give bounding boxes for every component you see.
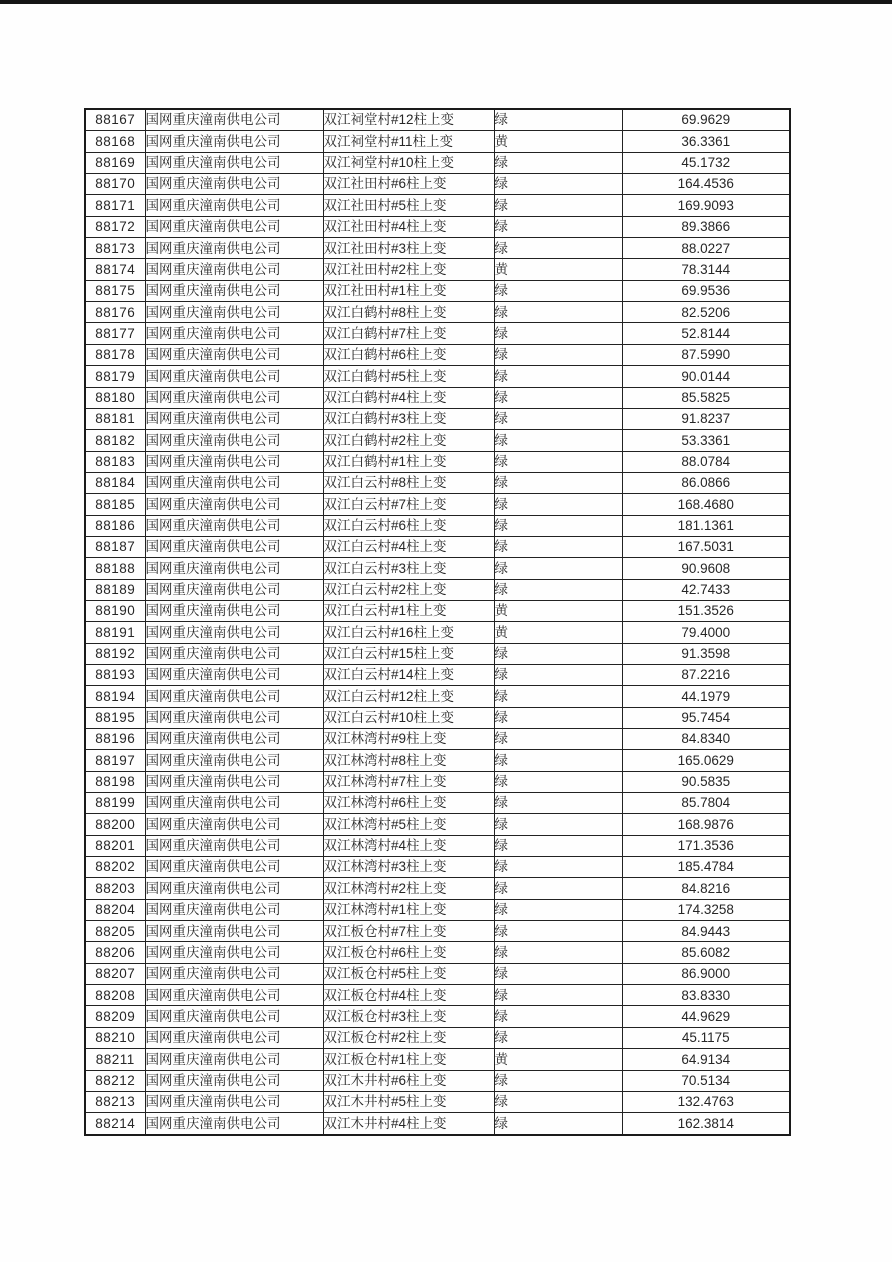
cell-company[interactable]: 国网重庆潼南供电公司 xyxy=(145,686,323,707)
cell-company[interactable]: 国网重庆潼南供电公司 xyxy=(145,259,323,280)
cell-device-name[interactable]: 双江白云村#12柱上变 xyxy=(323,686,494,707)
cell-value[interactable]: 181.1361 xyxy=(622,515,790,536)
table-row xyxy=(85,664,790,685)
cell-status-color[interactable]: 黄 xyxy=(494,600,622,621)
cell-value[interactable]: 132.4763 xyxy=(622,1091,790,1112)
table-row xyxy=(85,387,790,408)
cell-device-name[interactable]: 双江木井村#6柱上变 xyxy=(323,1070,494,1091)
cell-row-id[interactable]: 88202 xyxy=(85,857,145,878)
cell-status-color[interactable]: 绿 xyxy=(494,1091,622,1112)
cell-row-id[interactable]: 88192 xyxy=(85,643,145,664)
table-row xyxy=(85,174,790,195)
cell-device-name[interactable]: 双江社田村#5柱上变 xyxy=(323,195,494,216)
table-row xyxy=(85,323,790,344)
cell-company[interactable]: 国网重庆潼南供电公司 xyxy=(145,387,323,408)
table-row xyxy=(85,857,790,878)
cell-value[interactable]: 89.3866 xyxy=(622,216,790,237)
cell-value[interactable]: 90.9608 xyxy=(622,558,790,579)
cell-value[interactable]: 162.3814 xyxy=(622,1113,790,1135)
cell-device-name[interactable]: 双江社田村#2柱上变 xyxy=(323,259,494,280)
table-row xyxy=(85,430,790,451)
cell-status-color[interactable]: 绿 xyxy=(494,494,622,515)
cell-device-name[interactable]: 双江白云村#6柱上变 xyxy=(323,515,494,536)
cell-value[interactable]: 42.7433 xyxy=(622,579,790,600)
cell-status-color[interactable]: 绿 xyxy=(494,344,622,365)
cell-status-color[interactable]: 黄 xyxy=(494,1049,622,1070)
cell-row-id[interactable]: 88200 xyxy=(85,814,145,835)
table-row xyxy=(85,109,790,131)
table-row xyxy=(85,643,790,664)
cell-company[interactable]: 国网重庆潼南供电公司 xyxy=(145,494,323,515)
cell-device-name[interactable]: 双江木井村#5柱上变 xyxy=(323,1091,494,1112)
cell-company[interactable]: 国网重庆潼南供电公司 xyxy=(145,707,323,728)
cell-value[interactable]: 83.8330 xyxy=(622,985,790,1006)
cell-value[interactable]: 84.9443 xyxy=(622,921,790,942)
cell-status-color[interactable]: 绿 xyxy=(494,942,622,963)
table-row xyxy=(85,750,790,771)
cell-company[interactable]: 国网重庆潼南供电公司 xyxy=(145,921,323,942)
cell-value[interactable]: 90.5835 xyxy=(622,771,790,792)
table-row xyxy=(85,1113,790,1135)
table-row xyxy=(85,366,790,387)
cell-status-color[interactable]: 绿 xyxy=(494,686,622,707)
cell-status-color[interactable]: 绿 xyxy=(494,109,622,131)
cell-row-id[interactable]: 88182 xyxy=(85,430,145,451)
cell-row-id[interactable]: 88204 xyxy=(85,899,145,920)
cell-company[interactable]: 国网重庆潼南供电公司 xyxy=(145,942,323,963)
table-row xyxy=(85,216,790,237)
cell-value[interactable]: 82.5206 xyxy=(622,302,790,323)
cell-company[interactable]: 国网重庆潼南供电公司 xyxy=(145,878,323,899)
cell-status-color[interactable]: 绿 xyxy=(494,451,622,472)
cell-status-color[interactable]: 绿 xyxy=(494,985,622,1006)
cell-row-id[interactable]: 88196 xyxy=(85,729,145,750)
cell-company[interactable]: 国网重庆潼南供电公司 xyxy=(145,558,323,579)
table-row xyxy=(85,921,790,942)
table-row xyxy=(85,686,790,707)
cell-company[interactable]: 国网重庆潼南供电公司 xyxy=(145,536,323,557)
table-row xyxy=(85,280,790,301)
cell-device-name[interactable]: 双江板仓村#7柱上变 xyxy=(323,921,494,942)
cell-device-name[interactable]: 双江板仓村#1柱上变 xyxy=(323,1049,494,1070)
table-row xyxy=(85,814,790,835)
cell-row-id[interactable]: 88213 xyxy=(85,1091,145,1112)
cell-status-color[interactable]: 绿 xyxy=(494,750,622,771)
cell-row-id[interactable]: 88179 xyxy=(85,366,145,387)
cell-row-id[interactable]: 88201 xyxy=(85,835,145,856)
cell-status-color[interactable]: 绿 xyxy=(494,579,622,600)
cell-company[interactable]: 国网重庆潼南供电公司 xyxy=(145,109,323,131)
cell-device-name[interactable]: 双江林湾村#5柱上变 xyxy=(323,814,494,835)
table-row xyxy=(85,259,790,280)
cell-row-id[interactable]: 88206 xyxy=(85,942,145,963)
table-row xyxy=(85,536,790,557)
cell-status-color[interactable]: 绿 xyxy=(494,216,622,237)
table-row xyxy=(85,344,790,365)
cell-row-id[interactable]: 88188 xyxy=(85,558,145,579)
cell-status-color[interactable]: 绿 xyxy=(494,280,622,301)
cell-device-name[interactable]: 双江社田村#6柱上变 xyxy=(323,174,494,195)
cell-row-id[interactable]: 88195 xyxy=(85,707,145,728)
cell-value[interactable]: 45.1732 xyxy=(622,152,790,173)
cell-company[interactable]: 国网重庆潼南供电公司 xyxy=(145,174,323,195)
cell-company[interactable]: 国网重庆潼南供电公司 xyxy=(145,622,323,643)
cell-value[interactable]: 69.9536 xyxy=(622,280,790,301)
cell-company[interactable]: 国网重庆潼南供电公司 xyxy=(145,472,323,493)
cell-company[interactable]: 国网重庆潼南供电公司 xyxy=(145,793,323,814)
table-row xyxy=(85,600,790,621)
cell-company[interactable]: 国网重庆潼南供电公司 xyxy=(145,430,323,451)
cell-device-name[interactable]: 双江林湾村#6柱上变 xyxy=(323,793,494,814)
table-row xyxy=(85,451,790,472)
cell-status-color[interactable]: 绿 xyxy=(494,472,622,493)
cell-status-color[interactable]: 黄 xyxy=(494,622,622,643)
cell-row-id[interactable]: 88210 xyxy=(85,1027,145,1048)
table-row xyxy=(85,579,790,600)
cell-row-id[interactable]: 88198 xyxy=(85,771,145,792)
cell-row-id[interactable]: 88172 xyxy=(85,216,145,237)
cell-row-id[interactable]: 88207 xyxy=(85,963,145,984)
cell-device-name[interactable]: 双江社田村#4柱上变 xyxy=(323,216,494,237)
cell-value[interactable]: 90.0144 xyxy=(622,366,790,387)
table-row xyxy=(85,195,790,216)
cell-company[interactable]: 国网重庆潼南供电公司 xyxy=(145,451,323,472)
cell-company[interactable]: 国网重庆潼南供电公司 xyxy=(145,408,323,429)
cell-company[interactable]: 国网重庆潼南供电公司 xyxy=(145,963,323,984)
cell-status-color[interactable]: 绿 xyxy=(494,664,622,685)
cell-value[interactable]: 84.8216 xyxy=(622,878,790,899)
cell-device-name[interactable]: 双江板仓村#3柱上变 xyxy=(323,1006,494,1027)
cell-value[interactable]: 53.3361 xyxy=(622,430,790,451)
cell-row-id[interactable]: 88194 xyxy=(85,686,145,707)
cell-company[interactable]: 国网重庆潼南供电公司 xyxy=(145,323,323,344)
table-row xyxy=(85,771,790,792)
cell-status-color[interactable]: 绿 xyxy=(494,707,622,728)
cell-value[interactable]: 167.5031 xyxy=(622,536,790,557)
cell-device-name[interactable]: 双江白鹤村#6柱上变 xyxy=(323,344,494,365)
cell-status-color[interactable]: 绿 xyxy=(494,387,622,408)
cell-device-name[interactable]: 双江林湾村#2柱上变 xyxy=(323,878,494,899)
table-row xyxy=(85,707,790,728)
cell-status-color[interactable]: 绿 xyxy=(494,729,622,750)
cell-row-id[interactable]: 88175 xyxy=(85,280,145,301)
cell-company[interactable]: 国网重庆潼南供电公司 xyxy=(145,729,323,750)
cell-status-color[interactable]: 绿 xyxy=(494,536,622,557)
cell-value[interactable]: 69.9629 xyxy=(622,109,790,131)
cell-value[interactable]: 88.0227 xyxy=(622,238,790,259)
cell-value[interactable]: 78.3144 xyxy=(622,259,790,280)
cell-device-name[interactable]: 双江木井村#4柱上变 xyxy=(323,1113,494,1135)
cell-device-name[interactable]: 双江林湾村#9柱上变 xyxy=(323,729,494,750)
cell-row-id[interactable]: 88170 xyxy=(85,174,145,195)
cell-company[interactable]: 国网重庆潼南供电公司 xyxy=(145,899,323,920)
cell-company[interactable]: 国网重庆潼南供电公司 xyxy=(145,814,323,835)
cell-value[interactable]: 171.3536 xyxy=(622,835,790,856)
cell-device-name[interactable]: 双江白云村#3柱上变 xyxy=(323,558,494,579)
table-row xyxy=(85,558,790,579)
table-row xyxy=(85,515,790,536)
table-row xyxy=(85,835,790,856)
cell-company[interactable]: 国网重庆潼南供电公司 xyxy=(145,1027,323,1048)
cell-row-id[interactable]: 88169 xyxy=(85,152,145,173)
cell-row-id[interactable]: 88184 xyxy=(85,472,145,493)
cell-company[interactable]: 国网重庆潼南供电公司 xyxy=(145,344,323,365)
cell-status-color[interactable]: 绿 xyxy=(494,1027,622,1048)
cell-device-name[interactable]: 双江白云村#16柱上变 xyxy=(323,622,494,643)
cell-status-color[interactable]: 黄 xyxy=(494,259,622,280)
cell-company[interactable]: 国网重庆潼南供电公司 xyxy=(145,1070,323,1091)
cell-device-name[interactable]: 双江板仓村#4柱上变 xyxy=(323,985,494,1006)
table-row xyxy=(85,1049,790,1070)
cell-row-id[interactable]: 88190 xyxy=(85,600,145,621)
cell-status-color[interactable]: 绿 xyxy=(494,366,622,387)
cell-value[interactable]: 44.9629 xyxy=(622,1006,790,1027)
cell-row-id[interactable]: 88183 xyxy=(85,451,145,472)
cell-value[interactable]: 165.0629 xyxy=(622,750,790,771)
cell-row-id[interactable]: 88199 xyxy=(85,793,145,814)
cell-value[interactable]: 174.3258 xyxy=(622,899,790,920)
cell-row-id[interactable]: 88214 xyxy=(85,1113,145,1135)
cell-device-name[interactable]: 双江白云村#1柱上变 xyxy=(323,600,494,621)
cell-status-color[interactable]: 绿 xyxy=(494,899,622,920)
cell-company[interactable]: 国网重庆潼南供电公司 xyxy=(145,366,323,387)
table-row xyxy=(85,302,790,323)
cell-company[interactable]: 国网重庆潼南供电公司 xyxy=(145,280,323,301)
cell-status-color[interactable]: 绿 xyxy=(494,963,622,984)
cell-value[interactable]: 64.9134 xyxy=(622,1049,790,1070)
cell-row-id[interactable]: 88191 xyxy=(85,622,145,643)
cell-row-id[interactable]: 88180 xyxy=(85,387,145,408)
cell-device-name[interactable]: 双江板仓村#5柱上变 xyxy=(323,963,494,984)
cell-status-color[interactable]: 绿 xyxy=(494,174,622,195)
cell-row-id[interactable]: 88181 xyxy=(85,408,145,429)
cell-row-id[interactable]: 88189 xyxy=(85,579,145,600)
cell-row-id[interactable]: 88209 xyxy=(85,1006,145,1027)
cell-value[interactable]: 168.9876 xyxy=(622,814,790,835)
table-row xyxy=(85,729,790,750)
cell-value[interactable]: 86.9000 xyxy=(622,963,790,984)
table-row xyxy=(85,1006,790,1027)
cell-status-color[interactable]: 绿 xyxy=(494,771,622,792)
cell-device-name[interactable]: 双江林湾村#3柱上变 xyxy=(323,857,494,878)
cell-device-name[interactable]: 双江白云村#2柱上变 xyxy=(323,579,494,600)
cell-value[interactable]: 91.3598 xyxy=(622,643,790,664)
cell-device-name[interactable]: 双江林湾村#4柱上变 xyxy=(323,835,494,856)
cell-row-id[interactable]: 88177 xyxy=(85,323,145,344)
cell-device-name[interactable]: 双江白云村#8柱上变 xyxy=(323,472,494,493)
table-row xyxy=(85,942,790,963)
cell-value[interactable]: 88.0784 xyxy=(622,451,790,472)
cell-status-color[interactable]: 绿 xyxy=(494,1070,622,1091)
cell-company[interactable]: 国网重庆潼南供电公司 xyxy=(145,600,323,621)
cell-row-id[interactable]: 88203 xyxy=(85,878,145,899)
cell-value[interactable]: 79.4000 xyxy=(622,622,790,643)
cell-row-id[interactable]: 88212 xyxy=(85,1070,145,1091)
cell-device-name[interactable]: 双江祠堂村#10柱上变 xyxy=(323,152,494,173)
cell-device-name[interactable]: 双江社田村#3柱上变 xyxy=(323,238,494,259)
cell-row-id[interactable]: 88178 xyxy=(85,344,145,365)
table-row xyxy=(85,793,790,814)
cell-row-id[interactable]: 88197 xyxy=(85,750,145,771)
cell-device-name[interactable]: 双江白鹤村#1柱上变 xyxy=(323,451,494,472)
cell-status-color[interactable]: 绿 xyxy=(494,793,622,814)
cell-device-name[interactable]: 双江白鹤村#7柱上变 xyxy=(323,323,494,344)
cell-value[interactable]: 185.4784 xyxy=(622,857,790,878)
table-row xyxy=(85,1027,790,1048)
cell-status-color[interactable]: 绿 xyxy=(494,408,622,429)
cell-value[interactable]: 52.8144 xyxy=(622,323,790,344)
table-row xyxy=(85,622,790,643)
cell-device-name[interactable]: 双江白云村#10柱上变 xyxy=(323,707,494,728)
cell-status-color[interactable]: 绿 xyxy=(494,1113,622,1135)
cell-value[interactable]: 45.1175 xyxy=(622,1027,790,1048)
cell-device-name[interactable]: 双江板仓村#2柱上变 xyxy=(323,1027,494,1048)
cell-value[interactable]: 168.4680 xyxy=(622,494,790,515)
cell-status-color[interactable]: 绿 xyxy=(494,195,622,216)
cell-device-name[interactable]: 双江白云村#4柱上变 xyxy=(323,536,494,557)
cell-row-id[interactable]: 88174 xyxy=(85,259,145,280)
top-edge-bar xyxy=(0,0,892,4)
table-row xyxy=(85,131,790,152)
table-row xyxy=(85,238,790,259)
cell-value[interactable]: 164.4536 xyxy=(622,174,790,195)
cell-value[interactable]: 95.7454 xyxy=(622,707,790,728)
cell-device-name[interactable]: 双江林湾村#1柱上变 xyxy=(323,899,494,920)
cell-status-color[interactable]: 黄 xyxy=(494,131,622,152)
cell-company[interactable]: 国网重庆潼南供电公司 xyxy=(145,771,323,792)
cell-value[interactable]: 85.6082 xyxy=(622,942,790,963)
cell-row-id[interactable]: 88205 xyxy=(85,921,145,942)
table-row xyxy=(85,408,790,429)
cell-status-color[interactable]: 绿 xyxy=(494,152,622,173)
cell-device-name[interactable]: 双江林湾村#7柱上变 xyxy=(323,771,494,792)
cell-company[interactable]: 国网重庆潼南供电公司 xyxy=(145,750,323,771)
cell-company[interactable]: 国网重庆潼南供电公司 xyxy=(145,131,323,152)
cell-row-id[interactable]: 88186 xyxy=(85,515,145,536)
cell-device-name[interactable]: 双江白鹤村#5柱上变 xyxy=(323,366,494,387)
cell-status-color[interactable]: 绿 xyxy=(494,835,622,856)
table-row xyxy=(85,152,790,173)
cell-value[interactable]: 85.7804 xyxy=(622,793,790,814)
cell-value[interactable]: 151.3526 xyxy=(622,600,790,621)
cell-company[interactable]: 国网重庆潼南供电公司 xyxy=(145,1113,323,1135)
cell-company[interactable]: 国网重庆潼南供电公司 xyxy=(145,643,323,664)
cell-value[interactable]: 87.5990 xyxy=(622,344,790,365)
cell-status-color[interactable]: 绿 xyxy=(494,643,622,664)
cell-company[interactable]: 国网重庆潼南供电公司 xyxy=(145,216,323,237)
cell-value[interactable]: 44.1979 xyxy=(622,686,790,707)
cell-value[interactable]: 91.8237 xyxy=(622,408,790,429)
cell-company[interactable]: 国网重庆潼南供电公司 xyxy=(145,1049,323,1070)
cell-value[interactable]: 85.5825 xyxy=(622,387,790,408)
cell-company[interactable]: 国网重庆潼南供电公司 xyxy=(145,515,323,536)
table-row xyxy=(85,963,790,984)
cell-status-color[interactable]: 绿 xyxy=(494,430,622,451)
cell-company[interactable]: 国网重庆潼南供电公司 xyxy=(145,835,323,856)
cell-row-id[interactable]: 88171 xyxy=(85,195,145,216)
cell-company[interactable]: 国网重庆潼南供电公司 xyxy=(145,579,323,600)
cell-company[interactable]: 国网重庆潼南供电公司 xyxy=(145,985,323,1006)
cell-device-name[interactable]: 双江板仓村#6柱上变 xyxy=(323,942,494,963)
cell-status-color[interactable]: 绿 xyxy=(494,814,622,835)
cell-value[interactable]: 86.0866 xyxy=(622,472,790,493)
cell-company[interactable]: 国网重庆潼南供电公司 xyxy=(145,152,323,173)
cell-device-name[interactable]: 双江白鹤村#3柱上变 xyxy=(323,408,494,429)
cell-value[interactable]: 84.8340 xyxy=(622,729,790,750)
cell-status-color[interactable]: 绿 xyxy=(494,302,622,323)
cell-row-id[interactable]: 88168 xyxy=(85,131,145,152)
cell-status-color[interactable]: 绿 xyxy=(494,238,622,259)
cell-device-name[interactable]: 双江白云村#14柱上变 xyxy=(323,664,494,685)
cell-company[interactable]: 国网重庆潼南供电公司 xyxy=(145,195,323,216)
cell-company[interactable]: 国网重庆潼南供电公司 xyxy=(145,1006,323,1027)
table-row xyxy=(85,472,790,493)
cell-company[interactable]: 国网重庆潼南供电公司 xyxy=(145,238,323,259)
cell-value[interactable]: 36.3361 xyxy=(622,131,790,152)
cell-row-id[interactable]: 88208 xyxy=(85,985,145,1006)
cell-row-id[interactable]: 88167 xyxy=(85,109,145,131)
cell-device-name[interactable]: 双江祠堂村#11柱上变 xyxy=(323,131,494,152)
cell-device-name[interactable]: 双江白云村#7柱上变 xyxy=(323,494,494,515)
cell-status-color[interactable]: 绿 xyxy=(494,921,622,942)
cell-value[interactable]: 169.9093 xyxy=(622,195,790,216)
cell-status-color[interactable]: 绿 xyxy=(494,878,622,899)
table-body xyxy=(85,109,790,1135)
cell-company[interactable]: 国网重庆潼南供电公司 xyxy=(145,664,323,685)
cell-value[interactable]: 87.2216 xyxy=(622,664,790,685)
cell-device-name[interactable]: 双江白鹤村#4柱上变 xyxy=(323,387,494,408)
cell-device-name[interactable]: 双江白云村#15柱上变 xyxy=(323,643,494,664)
cell-status-color[interactable]: 绿 xyxy=(494,1006,622,1027)
data-table xyxy=(84,108,791,1136)
cell-row-id[interactable]: 88193 xyxy=(85,664,145,685)
cell-row-id[interactable]: 88211 xyxy=(85,1049,145,1070)
table-row xyxy=(85,899,790,920)
cell-device-name[interactable]: 双江白鹤村#8柱上变 xyxy=(323,302,494,323)
cell-status-color[interactable]: 绿 xyxy=(494,857,622,878)
table-row xyxy=(85,494,790,515)
cell-status-color[interactable]: 绿 xyxy=(494,515,622,536)
cell-device-name[interactable]: 双江林湾村#8柱上变 xyxy=(323,750,494,771)
cell-company[interactable]: 国网重庆潼南供电公司 xyxy=(145,1091,323,1112)
table-row xyxy=(85,1070,790,1091)
cell-value[interactable]: 70.5134 xyxy=(622,1070,790,1091)
cell-company[interactable]: 国网重庆潼南供电公司 xyxy=(145,302,323,323)
table-row xyxy=(85,985,790,1006)
cell-status-color[interactable]: 绿 xyxy=(494,558,622,579)
table-row xyxy=(85,1091,790,1112)
cell-row-id[interactable]: 88176 xyxy=(85,302,145,323)
cell-device-name[interactable]: 双江白鹤村#2柱上变 xyxy=(323,430,494,451)
cell-company[interactable]: 国网重庆潼南供电公司 xyxy=(145,857,323,878)
cell-row-id[interactable]: 88173 xyxy=(85,238,145,259)
cell-row-id[interactable]: 88185 xyxy=(85,494,145,515)
cell-status-color[interactable]: 绿 xyxy=(494,323,622,344)
cell-row-id[interactable]: 88187 xyxy=(85,536,145,557)
cell-device-name[interactable]: 双江社田村#1柱上变 xyxy=(323,280,494,301)
cell-device-name[interactable]: 双江祠堂村#12柱上变 xyxy=(323,109,494,131)
table-row xyxy=(85,878,790,899)
